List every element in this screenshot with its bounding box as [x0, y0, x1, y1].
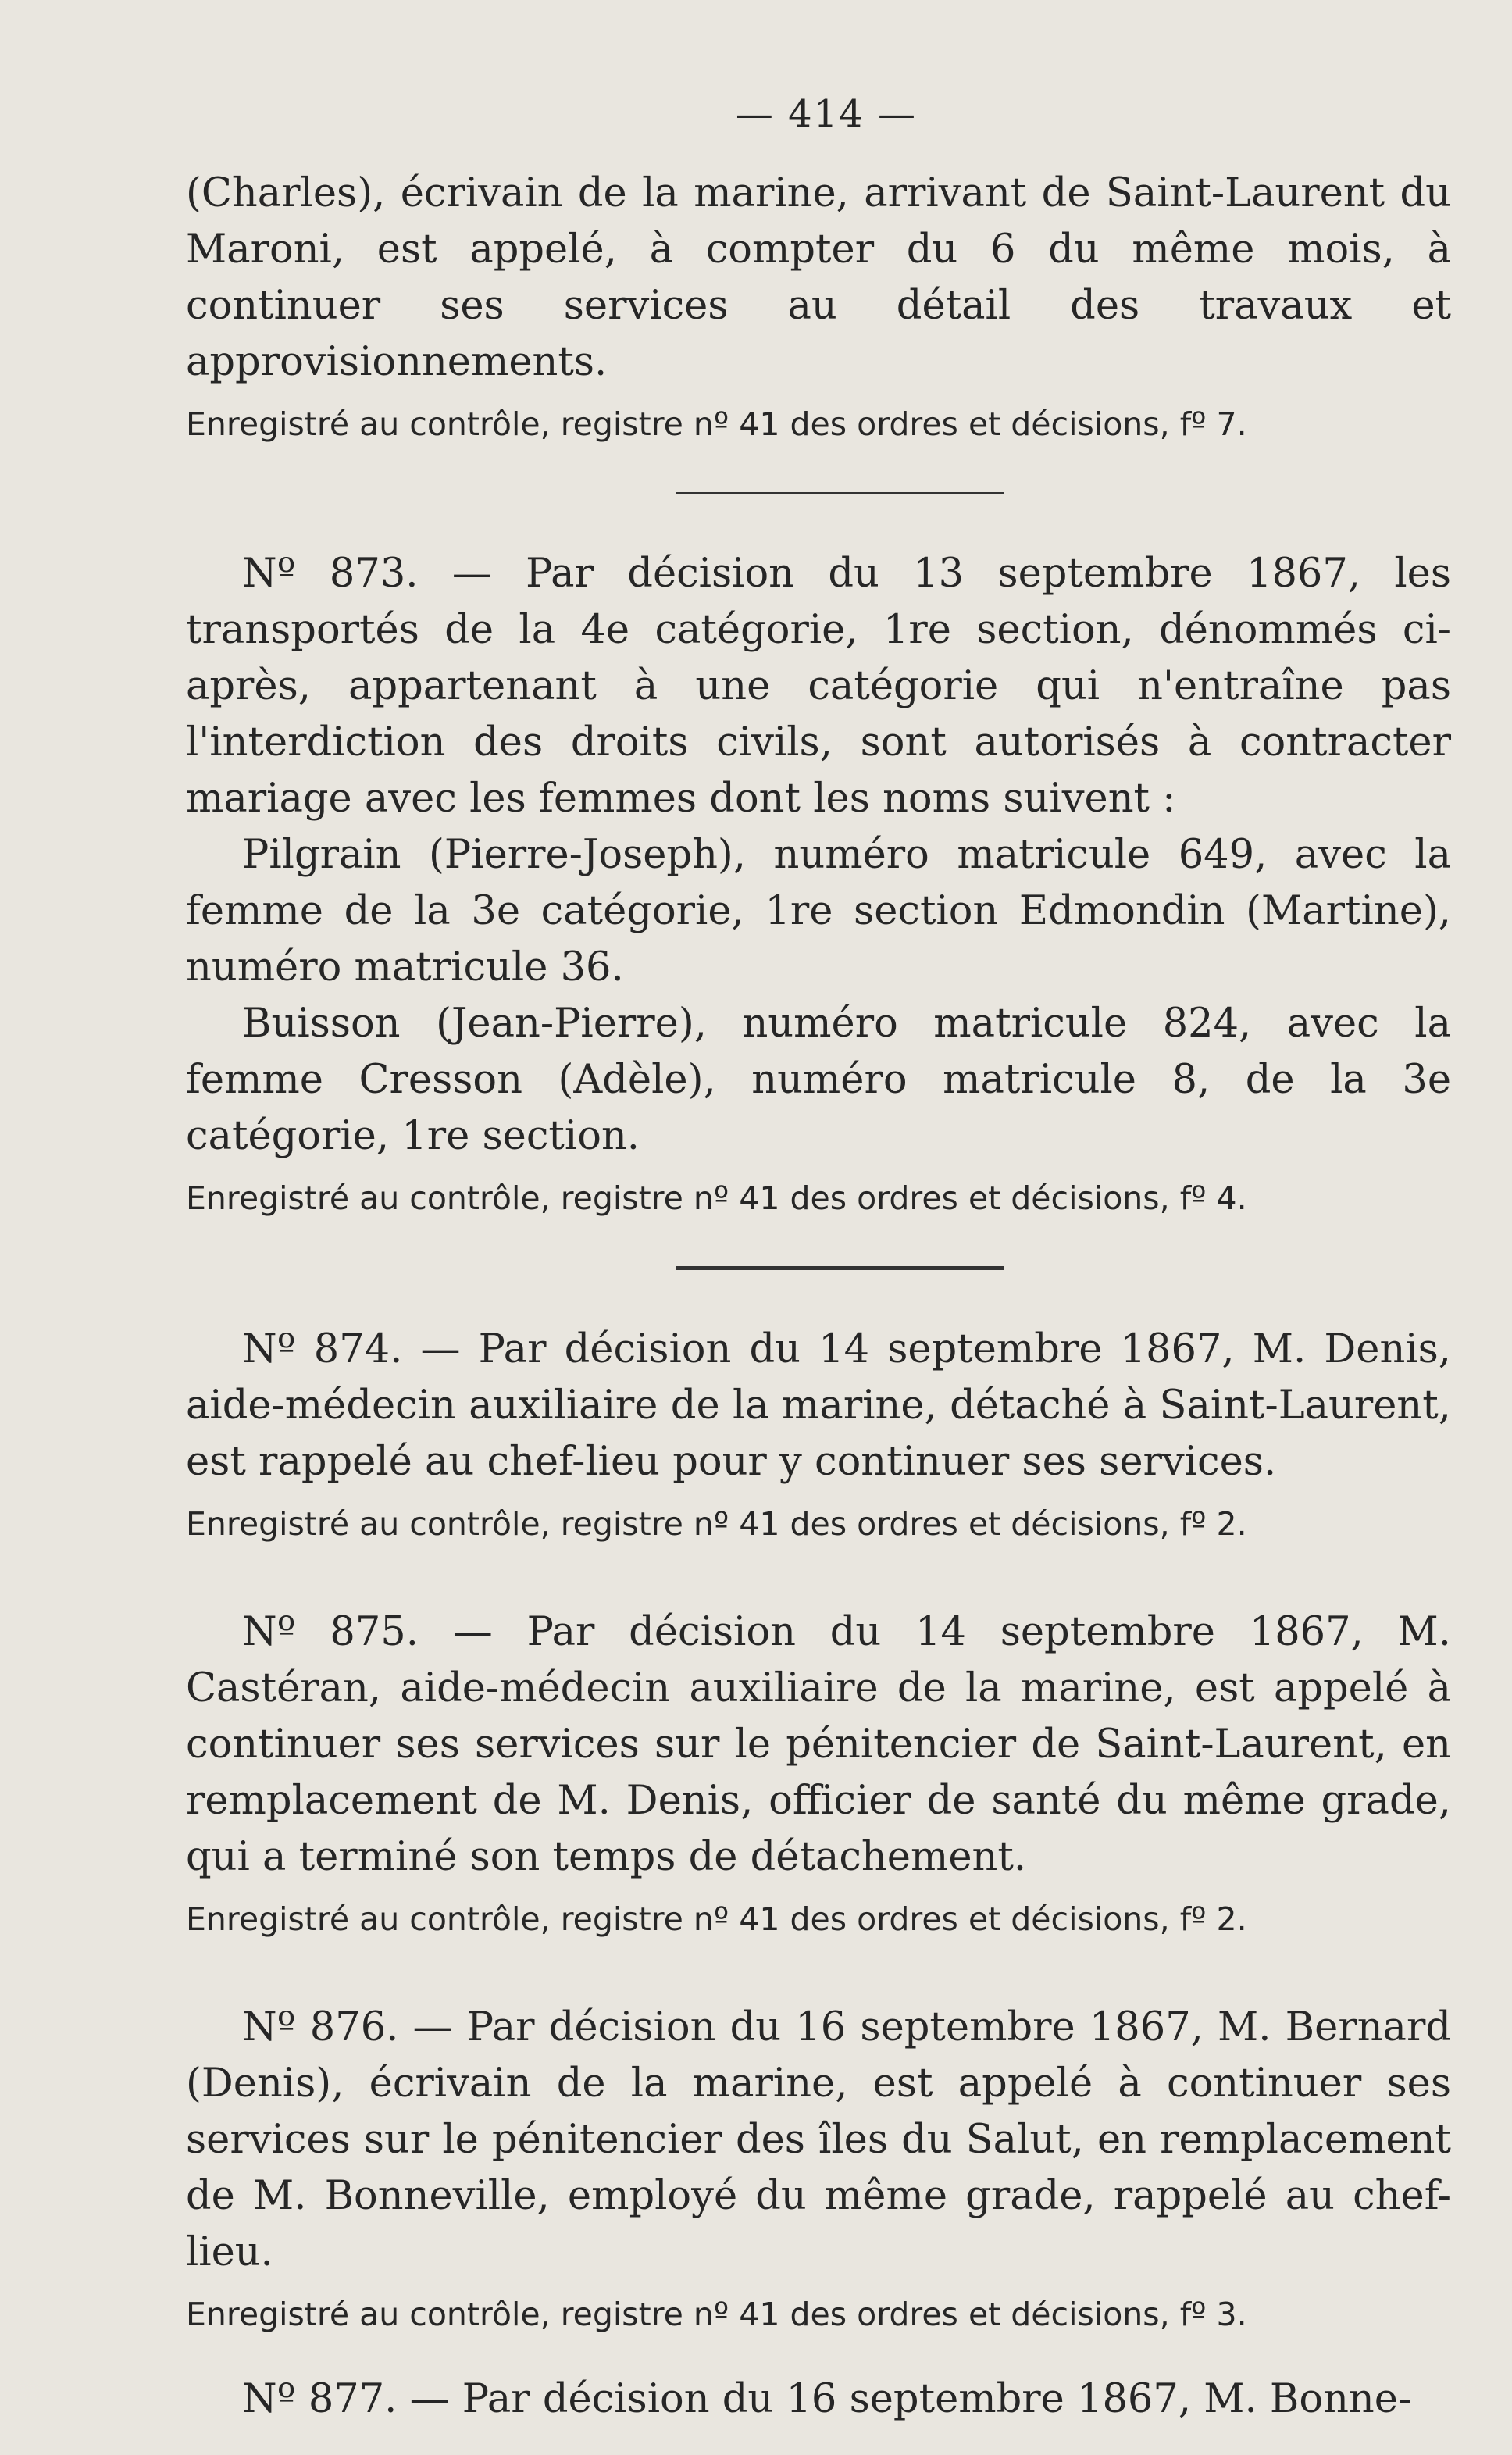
section-divider: [676, 492, 1004, 494]
entry-872-continuation: (Charles), écrivain de la marine, arrivant de Saint-Laurent du Maroni, est appelé, à compter du 6 du même mois, à continuer ses services au détail des travaux et approvisionnements.: [186, 170, 1451, 385]
entry-875: Nº 875. — Par décision du 14 septembre 1867, M. Castéran, aide-médecin auxiliaire de la marine, est appelé à continuer ses services sur le pénitencier de Saint-Laurent, en remplacement de M. Denis, officier de santé du même grade, qui a terminé son temps de détachement.: [186, 1609, 1451, 1880]
registration-note: Enregistré au contrôle, registre nº 41 des ordres et décisions, fº 3.: [186, 2296, 1247, 2333]
entry-876: Nº 876. — Par décision du 16 septembre 1867, M. Bernard (Denis), écrivain de la marine, est appelé à continuer ses services sur le pénitencier des îles du Salut, en remplacement de M. Bonneville, employé du même grade, rappelé au chef-lieu.: [186, 2004, 1451, 2275]
entry-874: Nº 874. — Par décision du 14 septembre 1867, M. Denis, aide-médecin auxiliaire de la marine, détaché à Saint-Laurent, est rappelé au chef-lieu pour y continuer ses services.: [186, 1326, 1451, 1485]
entry-873-couple-1: Pilgrain (Pierre-Joseph), numéro matricule 649, avec la femme de la 3e catégorie, 1re section Edmondin (Martine), numéro matricule 36.: [186, 832, 1451, 990]
spacer: [186, 1945, 1451, 2000]
registration-note: Enregistré au contrôle, registre nº 41 des ordres et décisions, fº 7.: [186, 405, 1247, 443]
spacer: [186, 1550, 1451, 1604]
entry-873: Nº 873. — Par décision du 13 septembre 1867, les transportés de la 4e catégorie, 1re section, dénommés ci-après, appartenant à une catégorie qui n'entraîne pas l'interdiction des droits civils, sont autorisés à contracter mariage avec les femmes dont les noms suivent :: [186, 551, 1451, 822]
page-number: — 414 —: [735, 92, 918, 136]
registration-note: Enregistré au contrôle, registre nº 41 des ordres et décisions, fº 4.: [186, 1179, 1247, 1217]
registration-note: Enregistré au contrôle, registre nº 41 des ordres et décisions, fº 2.: [186, 1505, 1247, 1543]
entry-873-couple-2: Buisson (Jean-Pierre), numéro matricule 824, avec la femme Cresson (Adèle), numéro matricule 8, de la 3e catégorie, 1re section.: [186, 1001, 1451, 1159]
entry-877: Nº 877. — Par décision du 16 septembre 1867, M. Bonne-: [242, 2376, 1412, 2422]
registration-note: Enregistré au contrôle, registre nº 41 des ordres et décisions, fº 2.: [186, 1900, 1247, 1938]
section-divider: [676, 1266, 1004, 1270]
spacer: [186, 2340, 1451, 2371]
